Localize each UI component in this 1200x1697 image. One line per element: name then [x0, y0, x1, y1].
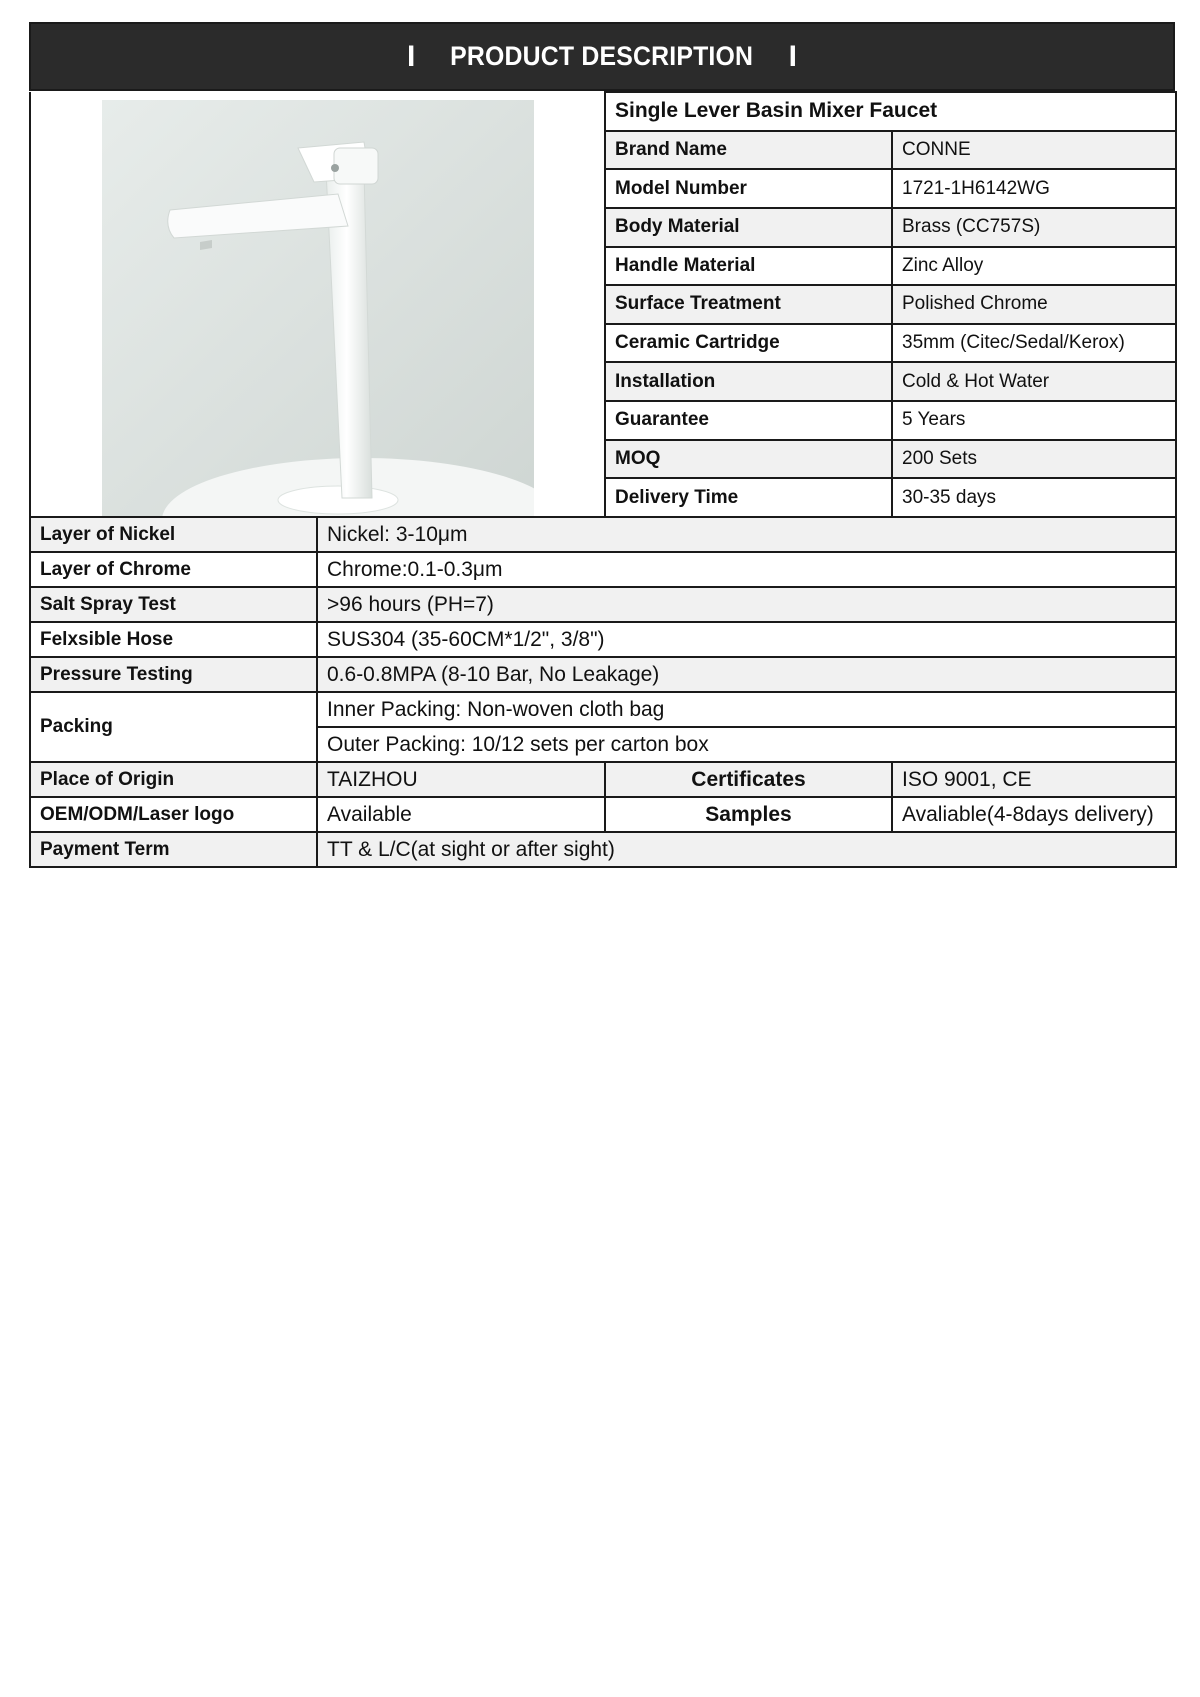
header-bar-left: I	[406, 39, 416, 73]
certificates-value: ISO 9001, CE	[892, 762, 1176, 797]
samples-value: Avaliable(4-8days delivery)	[892, 797, 1176, 832]
header-bar-right: I	[788, 39, 797, 73]
certificates-label: Certificates	[605, 762, 892, 797]
detail-label: Felxsible Hose	[30, 622, 317, 657]
detail-label: Layer of Nickel	[30, 517, 317, 552]
detail-row	[30, 657, 1176, 692]
spec-value: Zinc Alloy	[892, 247, 1176, 286]
origin-label: Place of Origin	[30, 762, 317, 797]
spec-value: 35mm (Citec/Sedal/Kerox)	[892, 324, 1176, 363]
detail-label: Pressure Testing	[30, 657, 317, 692]
spec-label: Brand Name	[605, 131, 892, 170]
product-title: Single Lever Basin Mixer Faucet	[605, 92, 1176, 131]
spec-label: MOQ	[605, 440, 892, 479]
spec-value: 30-35 days	[892, 478, 1176, 517]
detail-label: Salt Spray Test	[30, 587, 317, 622]
packing-outer: Outer Packing: 10/12 sets per carton box	[317, 727, 1176, 762]
spec-value: Polished Chrome	[892, 285, 1176, 324]
product-image-cell	[30, 92, 605, 517]
spec-label: Ceramic Cartridge	[605, 324, 892, 363]
spec-value: 5 Years	[892, 401, 1176, 440]
header-bar	[29, 22, 1175, 91]
detail-value: SUS304 (35-60CM*1/2", 3/8")	[317, 622, 1176, 657]
spec-label: Model Number	[605, 169, 892, 208]
spec-label: Surface Treatment	[605, 285, 892, 324]
detail-label: Layer of Chrome	[30, 552, 317, 587]
oem-value: Available	[317, 797, 605, 832]
spec-value: CONNE	[892, 131, 1176, 170]
origin-value: TAIZHOU	[317, 762, 605, 797]
packing-row	[30, 692, 1176, 727]
spec-label: Installation	[605, 362, 892, 401]
packing-label: Packing	[30, 692, 317, 762]
detail-row	[30, 622, 1176, 657]
spec-value: Cold & Hot Water	[892, 362, 1176, 401]
spec-label: Guarantee	[605, 401, 892, 440]
detail-value: 0.6-0.8MPA (8-10 Bar, No Leakage)	[317, 657, 1176, 692]
spec-value: 200 Sets	[892, 440, 1176, 479]
spec-table	[29, 91, 1177, 868]
detail-row	[30, 587, 1176, 622]
spec-value: Brass (CC757S)	[892, 208, 1176, 247]
spec-label: Body Material	[605, 208, 892, 247]
spec-value: 1721-1H6142WG	[892, 169, 1176, 208]
payment-label: Payment Term	[30, 832, 317, 867]
packing-inner: Inner Packing: Non-woven cloth bag	[317, 692, 1176, 727]
page-title: PRODUCT DESCRIPTION	[450, 41, 754, 71]
samples-label: Samples	[605, 797, 892, 832]
detail-value: >96 hours (PH=7)	[317, 587, 1176, 622]
oem-label: OEM/ODM/Laser logo	[30, 797, 317, 832]
spec-label: Handle Material	[605, 247, 892, 286]
detail-row	[30, 552, 1176, 587]
payment-value: TT & L/C(at sight or after sight)	[317, 832, 1176, 867]
detail-value: Chrome:0.1-0.3μm	[317, 552, 1176, 587]
detail-value: Nickel: 3-10μm	[317, 517, 1176, 552]
oem-row	[30, 797, 1176, 832]
payment-row	[30, 832, 1176, 867]
faucet-photo	[102, 100, 534, 516]
detail-row	[30, 517, 1176, 552]
product-sheet	[29, 22, 1175, 868]
spec-label: Delivery Time	[605, 478, 892, 517]
origin-row	[30, 762, 1176, 797]
